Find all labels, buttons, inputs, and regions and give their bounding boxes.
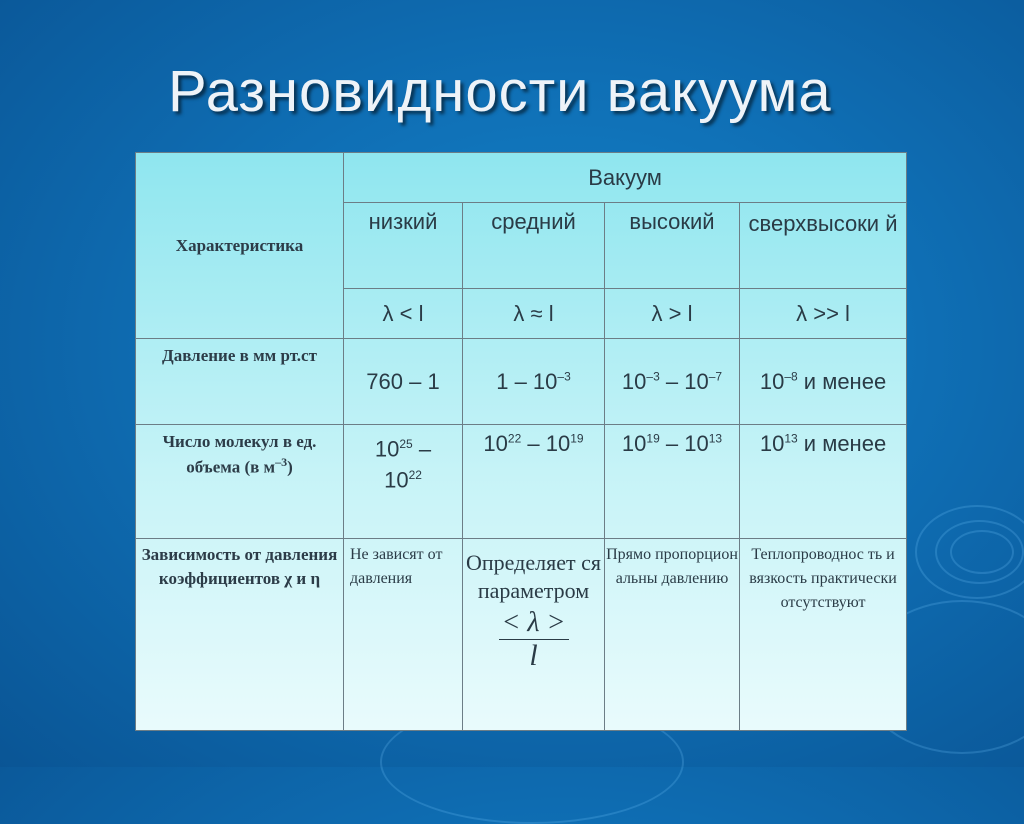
vacuum-type-ultra: сверхвысоки й (740, 203, 907, 289)
dependence-low: Не зависят от давления (344, 539, 463, 731)
pressure-ultra: $10^{-8}$ и менее (740, 339, 907, 425)
lambda-relation-medium: λ ≈ l (463, 289, 605, 339)
molecules-medium: $10^{22} - 10^{19}$ (463, 425, 605, 539)
molecules-high: $10^{19} - 10^{13}$ (605, 425, 740, 539)
pressure-high: $10^{-3} - 10^{-7}$ (605, 339, 740, 425)
water-ripple-decoration (915, 505, 1024, 599)
molecules-label: Число молекул в ед. объема (в $м^{-3}$) (136, 425, 344, 539)
mean-free-path-formula: < λ > l (499, 609, 569, 670)
vacuum-type-high: высокий (605, 203, 740, 289)
dependence-label: Зависимость от давления коэффициентов χ и η (136, 539, 344, 731)
molecules-low: $10^{25}$ – $10^{22}$ (344, 425, 463, 539)
characteristic-header: Характеристика (136, 153, 344, 339)
dependence-medium (463, 539, 605, 731)
slide-title: Разновидности вакуума (168, 59, 832, 124)
vacuum-header: Вакуум (344, 153, 907, 203)
pressure-low: 760 – 1 (344, 339, 463, 425)
lambda-relation-low: λ < l (344, 289, 463, 339)
pressure-label: Давление в мм рт.ст (136, 339, 344, 425)
molecules-ultra: $10^{13}$ и менее (740, 425, 907, 539)
dependence-high: Прямо пропорцион альны давлению (605, 539, 740, 731)
lambda-relation-ultra: λ >> l (740, 289, 907, 339)
lambda-relation-high: λ > l (605, 289, 740, 339)
dependence-ultra: Теплопроводнос ть и вязкость практически отсутствуют (740, 539, 907, 731)
dependence-medium-text: Определяет ся параметром (466, 550, 601, 603)
vacuum-type-low: низкий (344, 203, 463, 289)
vacuum-type-medium: средний (463, 203, 605, 289)
pressure-medium: $1 - 10^{-3}$ (463, 339, 605, 425)
vacuum-types-table (135, 152, 906, 730)
